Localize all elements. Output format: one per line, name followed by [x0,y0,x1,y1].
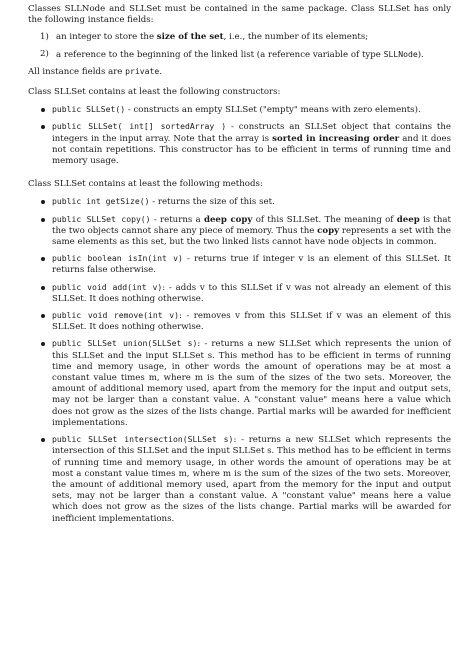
methods-intro: Class SLLSet contains at least the following methods: [28,179,263,190]
intro-paragraph: Classes SLLNode and SLLSet must be contained in the same package. Class SLLSet has only the following instance fields: [28,4,451,26]
method-get-size: public int getSize() - returns the size of this set. [40,196,451,208]
method-is-in: public boolean isIn(int v) - returns true if integer v is an element of this SLLSet. It returns false otherwise. [40,253,451,276]
constructor-empty: public SLLSet() - constructs an empty SLLSet ("empty" means with zero elements). [40,104,451,116]
methods-list [28,196,451,524]
constructors-list [28,104,451,167]
method-add: public void add(int v): - adds v to this SLLSet if v was not already an element of this SLLSet. It does nothing otherwise. [40,282,451,305]
method-copy: public SLLSet copy() - returns a deep copy of this SLLSet. The meaning of deep is that the two objects cannot share any piece of memory. Thus the copy represents a set with the same elements as this set, but the two linked lists cannot have node objects in common. [40,214,451,249]
field-item-size: 1) an integer to store the size of the set, i.e., the number of its elements; [40,32,369,43]
instance-fields-list [28,32,451,60]
constructors-intro: Class SLLSet contains at least the following constructors: [28,87,281,98]
private-note: All instance fields are private. [28,65,162,77]
method-intersection: public SLLSet intersection(SLLSet s): - returns a new SLLSet which represents the intersection of this SLLSet and the input SLLSet s. This method has to be efficient in terms of running time and memory usage, in other words the amount of operations may be at most a constant value times m, where m is the sum of the sizes of the two sets. Moreover, the amount of additional memory used, apart from the memory for the input and output sets, may not be larger than a constant value. A "constant value" means here a value which does not grow as the sizes of the lists change. Partial marks will be awarded for inefficient implementations. [40,434,451,525]
constructor-array: public SLLSet( int[] sortedArray ) - constructs an SLLSet object that contains the integers in the input array. Note that the array is sorted in increasing order and it does not contain repetitions. This constructor has to be efficient in terms of running time and memory usage. [40,121,451,167]
field-item-reference: 2) a reference to the beginning of the linked list (a reference variable of type SLLNode). [40,48,424,60]
method-remove: public void remove(int v): - removes v from this SLLSet if v was an element of this SLLSet. It does nothing otherwise. [40,310,451,333]
method-union: public SLLSet union(SLLSet s): - returns a new SLLSet which represents the union of this SLLSet and the input SLLSet s. This method has to be efficient in terms of running time and memory usage, in other words the amount of operations may be at most a constant value times m, where m is the sum of the sizes of the two sets. Moreover, the amount of additional memory used, apart from the memory for the input and output sets, may not be larger than a constant value. A "constant value" means here a value which does not grow as the sizes of the lists change. Partial marks will be awarded for inefficient implementations. [40,338,451,429]
